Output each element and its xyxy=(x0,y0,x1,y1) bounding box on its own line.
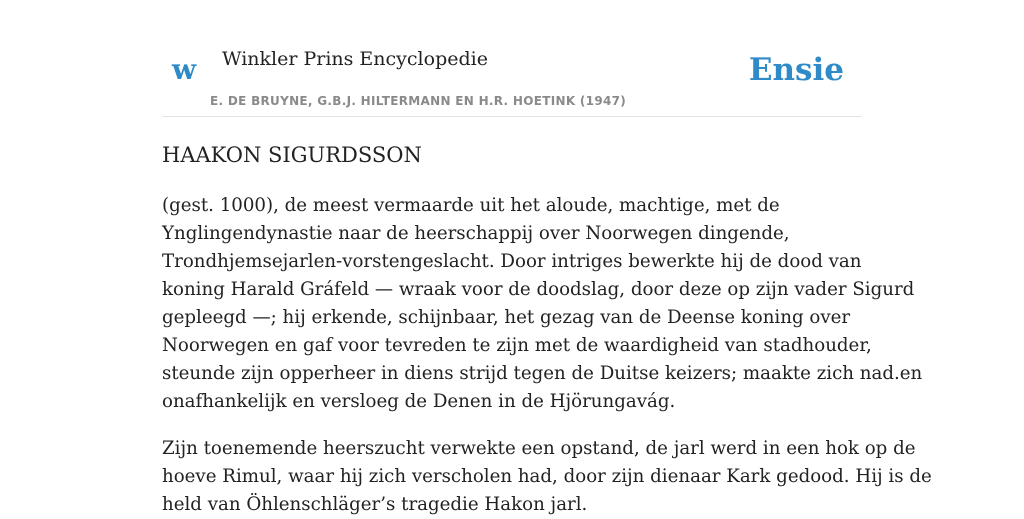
brand-logo[interactable]: Ensie xyxy=(748,52,844,88)
paragraph-line: hoeve Rimul, waar hij zich verscholen had, door zijn dienaar Kark gedood. Hij is de xyxy=(162,466,932,487)
article-title: HAAKON SIGURDSSON xyxy=(162,143,422,167)
paragraph-line: onafhankelijk en versloeg de Denen in de Hjörungavág. xyxy=(162,391,676,412)
paragraph-line: Ynglingendynastie naar de heerschappij over Noorwegen dingende, xyxy=(162,223,790,244)
paragraph-line: steunde zijn opperheer in diens strijd tegen de Duitse keizers; maakte zich nad.en xyxy=(162,363,923,384)
page xyxy=(162,0,932,515)
paragraph-line: Noorwegen en gaf voor tevreden te zijn met de waardigheid van stadhouder, xyxy=(162,335,872,356)
paragraph-line: gepleegd —; hij erkende, schijnbaar, het gezag van de Deense koning over xyxy=(162,307,851,328)
paragraph-line: koning Harald Gráfeld — wraak voor de doodslag, door deze op zijn vader Sigurd xyxy=(162,279,915,300)
paragraph-line: Zijn toenemende heerszucht verwekte een opstand, de jarl werd in een hok op de xyxy=(162,438,916,459)
publication-title[interactable]: Winkler Prins Encyclopedie xyxy=(222,48,488,70)
article-paragraph xyxy=(162,192,923,416)
logo-icon[interactable]: w xyxy=(172,53,197,86)
paragraph-line: Trondhjemsejarlen-vorstengeslacht. Door intriges bewerkte hij de dood van xyxy=(162,251,862,272)
paragraph-line: held van Öhlenschläger’s tragedie Hakon jarl. xyxy=(162,494,588,515)
publication-authors: E. DE BRUYNE, G.B.J. HILTERMANN EN H.R. HOETINK (1947) xyxy=(210,94,627,108)
paragraph-line: (gest. 1000), de meest vermaarde uit het aloude, machtige, met de xyxy=(162,195,780,216)
site-header xyxy=(162,0,862,117)
article-paragraph xyxy=(162,435,932,519)
